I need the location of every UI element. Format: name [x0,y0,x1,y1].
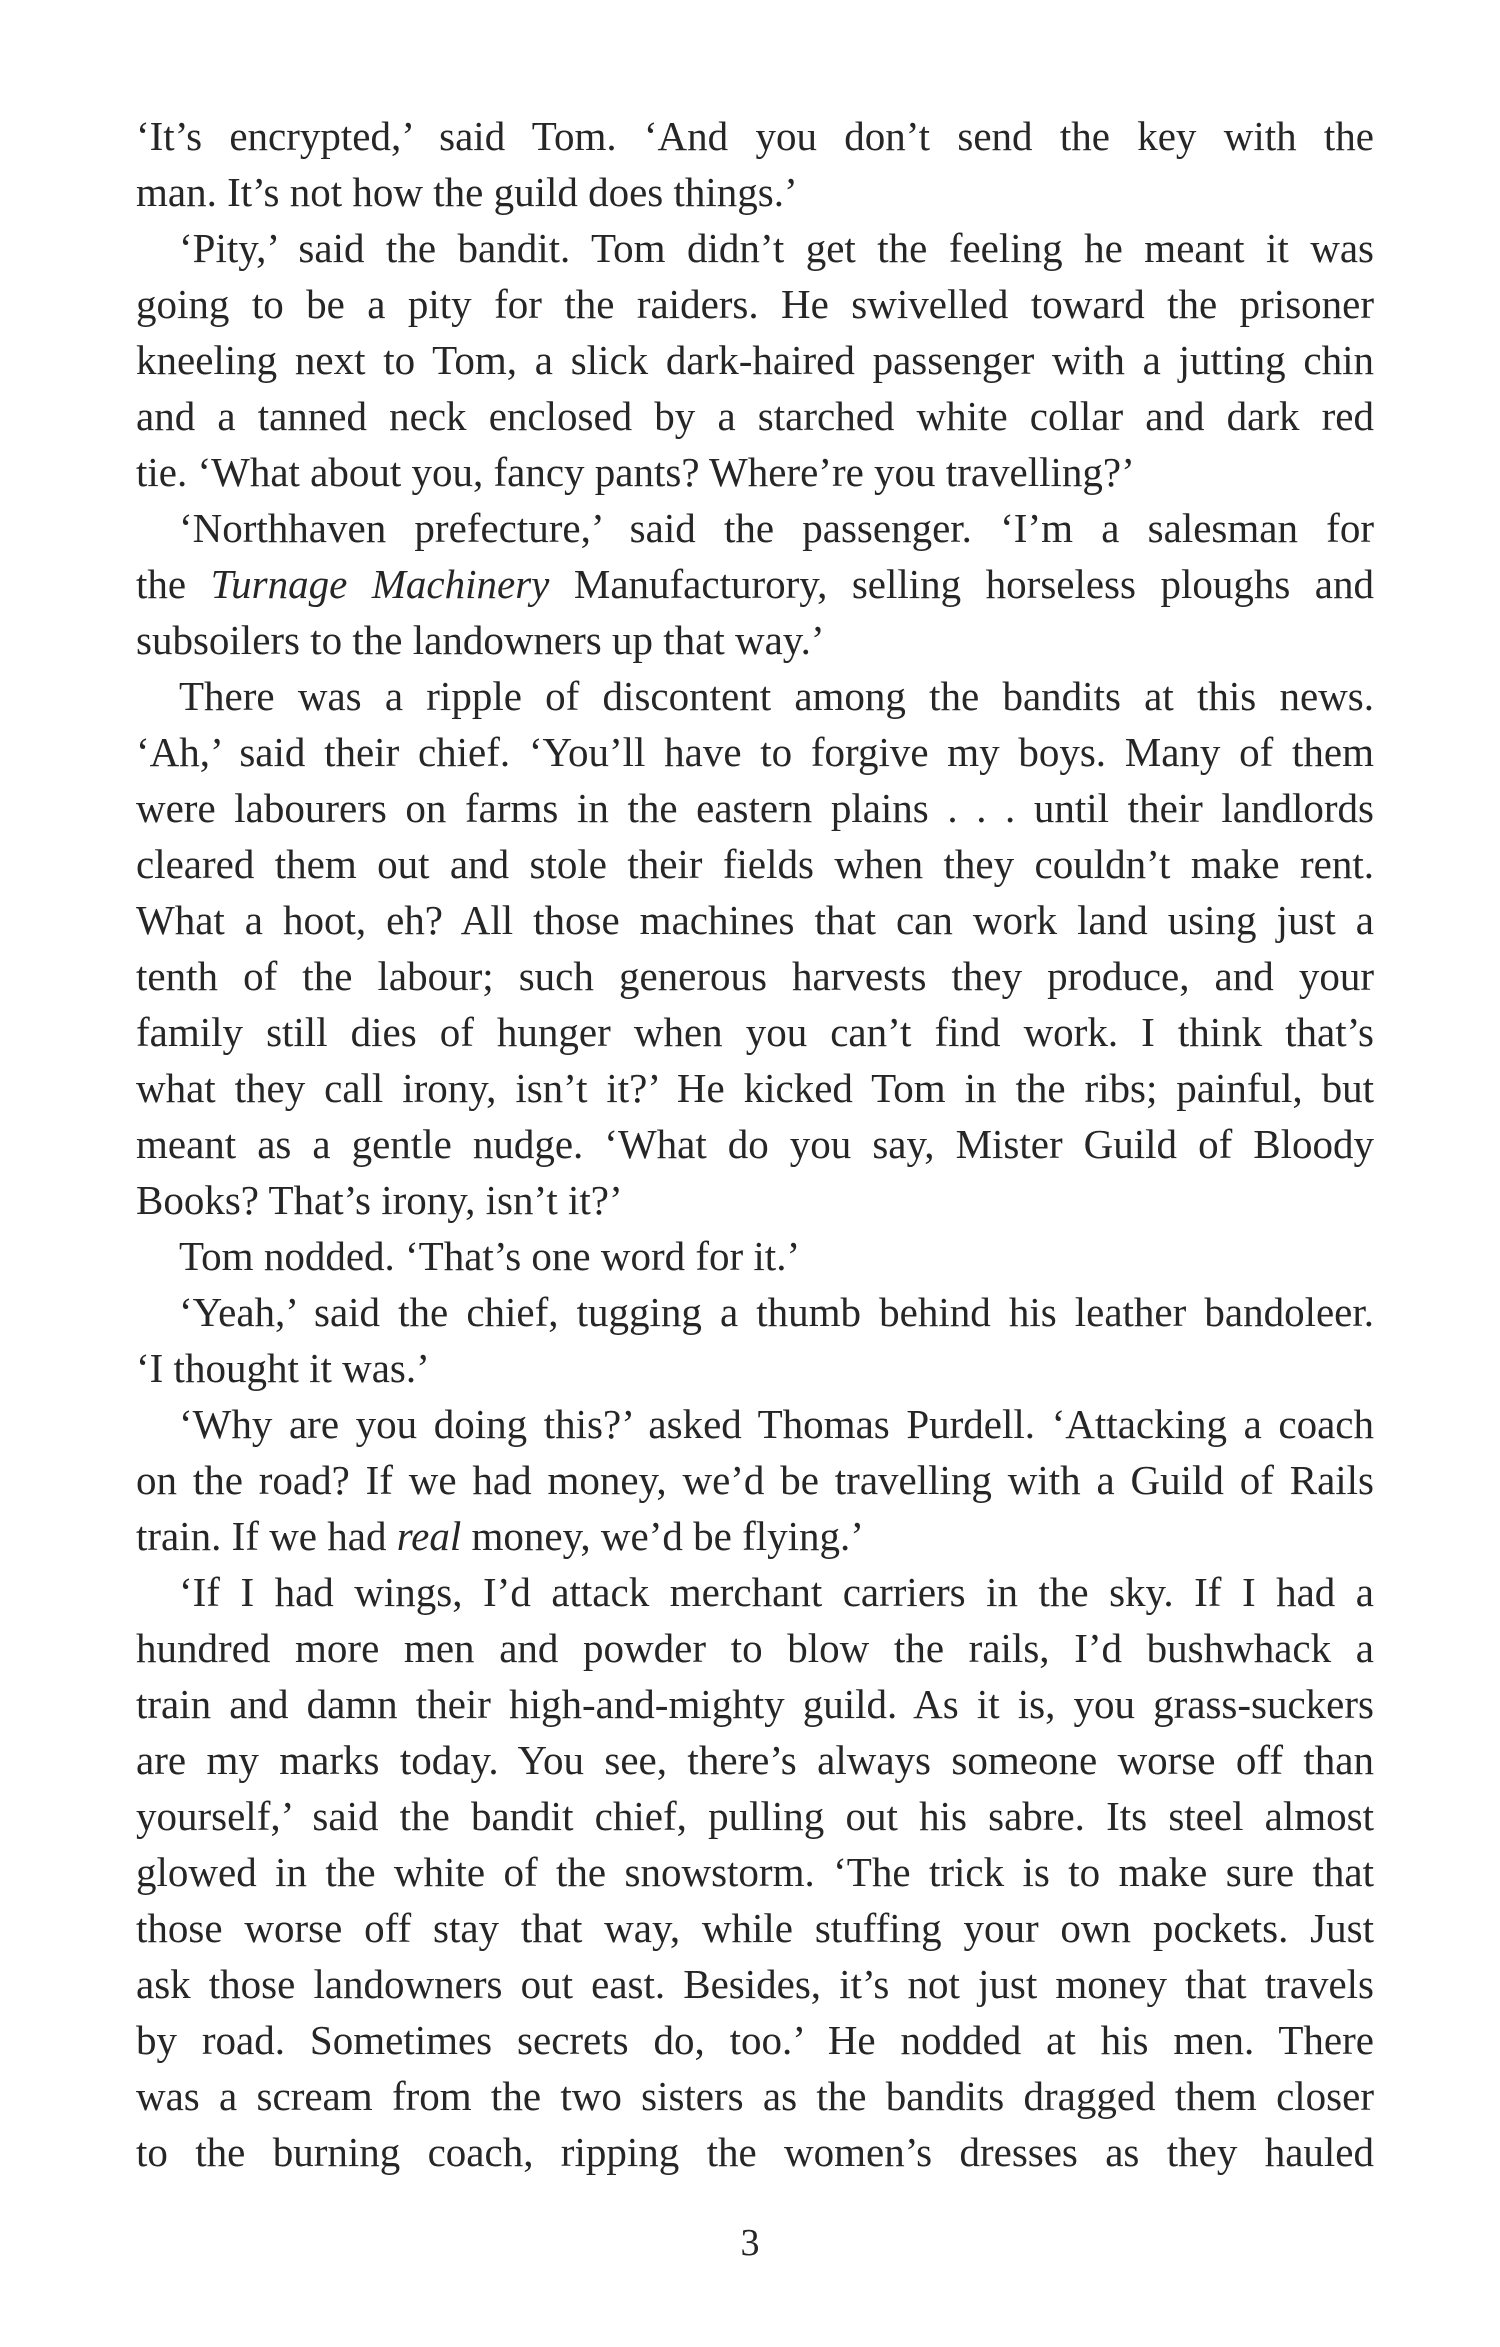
text-line: glowed in the white of the snowstorm. ‘The trick is to make sure that [136,1849,1374,1895]
text-line: hundred more men and powder to blow the rails, I’d bushwhack a [136,1625,1374,1671]
italic-word: real [396,1513,462,1559]
text-line: train and damn their high-and-mighty guild. As it is, you grass-suckers [136,1681,1374,1727]
text-line: ‘Yeah,’ said the chief, tugging a thumb behind his leather bandoleer. [179,1289,1374,1335]
paragraph [136,1228,1374,1284]
text-line: Tom nodded. ‘That’s one word for it.’ [179,1233,801,1279]
text-line: ask those landowners out east. Besides, it’s not just money that travels [136,1961,1374,2007]
text-line: ‘It’s encrypted,’ said Tom. ‘And you don’t send the key with the [136,113,1374,159]
text-line: ‘Pity,’ said the bandit. Tom didn’t get the feeling he meant it was [179,225,1374,271]
paragraph [136,1284,1374,1396]
text-line: ‘Northhaven prefecture,’ said the passenger. ‘I’m a salesman for [179,505,1374,551]
page-number: 3 [740,2222,760,2264]
paragraph [136,1564,1374,2180]
text-line: ‘Ah,’ said their chief. ‘You’ll have to forgive my boys. Many of them [136,729,1374,775]
text-line: yourself,’ said the bandit chief, pulling out his sabre. Its steel almost [136,1793,1374,1839]
paragraph [136,500,1374,668]
text-line: ‘Why are you doing this?’ asked Thomas Purdell. ‘Attacking a coach [179,1401,1374,1447]
text-line: on the road? If we had money, we’d be travelling with a Guild of Rails [136,1457,1374,1503]
text-line: family still dies of hunger when you can’t find work. I think that’s [136,1009,1374,1055]
text-line: was a scream from the two sisters as the bandits dragged them closer [136,2073,1374,2119]
text-line: going to be a pity for the raiders. He swivelled toward the prisoner [136,281,1374,327]
text-line: by road. Sometimes secrets do, too.’ He nodded at his men. There [136,2017,1374,2063]
text-line: to the burning coach, ripping the women’s dresses as they hauled [136,2129,1374,2175]
text-line: subsoilers to the landowners up that way.’ [136,617,825,663]
text-line: man. It’s not how the guild does things.’ [136,169,798,215]
text-line: were labourers on farms in the eastern plains . . . until their landlords [136,785,1374,831]
text-line: tie. ‘What about you, fancy pants? Where’re you travelling?’ [136,449,1135,495]
italic-title: Turnage Machinery [210,561,550,607]
page-body [136,108,1374,2180]
paragraph [136,1396,1374,1564]
text-line [136,556,1374,612]
text-line: tenth of the labour; such generous harvests they produce, and your [136,953,1374,999]
paragraph [136,668,1374,1228]
text-line: what they call irony, isn’t it?’ He kicked Tom in the ribs; painful, but [136,1065,1374,1111]
paragraph [136,108,1374,220]
text-line: There was a ripple of discontent among the bandits at this news. [179,673,1374,719]
text-line: are my marks today. You see, there’s always someone worse off than [136,1737,1374,1783]
text-line: cleared them out and stole their fields when they couldn’t make rent. [136,841,1374,887]
text-line: What a hoot, eh? All those machines that can work land using just a [136,897,1374,943]
text-segment: train. If we had [136,1513,397,1559]
text-line: kneeling next to Tom, a slick dark-haired passenger with a jutting chin [136,337,1374,383]
text-segment: the [136,561,211,607]
text-line: Books? That’s irony, isn’t it?’ [136,1177,623,1223]
text-line: ‘I thought it was.’ [136,1345,430,1391]
text-line: and a tanned neck enclosed by a starched white collar and dark red [136,393,1374,439]
paragraph [136,220,1374,500]
text-line [136,1508,1374,1564]
text-line: ‘If I had wings, I’d attack merchant carriers in the sky. If I had a [179,1569,1374,1615]
text-line: meant as a gentle nudge. ‘What do you say, Mister Guild of Bloody [136,1121,1374,1167]
text-line: those worse off stay that way, while stuffing your own pockets. Just [136,1905,1374,1951]
text-segment: Manufacturory, selling horseless ploughs and [549,561,1374,607]
text-segment: money, we’d be flying.’ [461,1513,864,1559]
